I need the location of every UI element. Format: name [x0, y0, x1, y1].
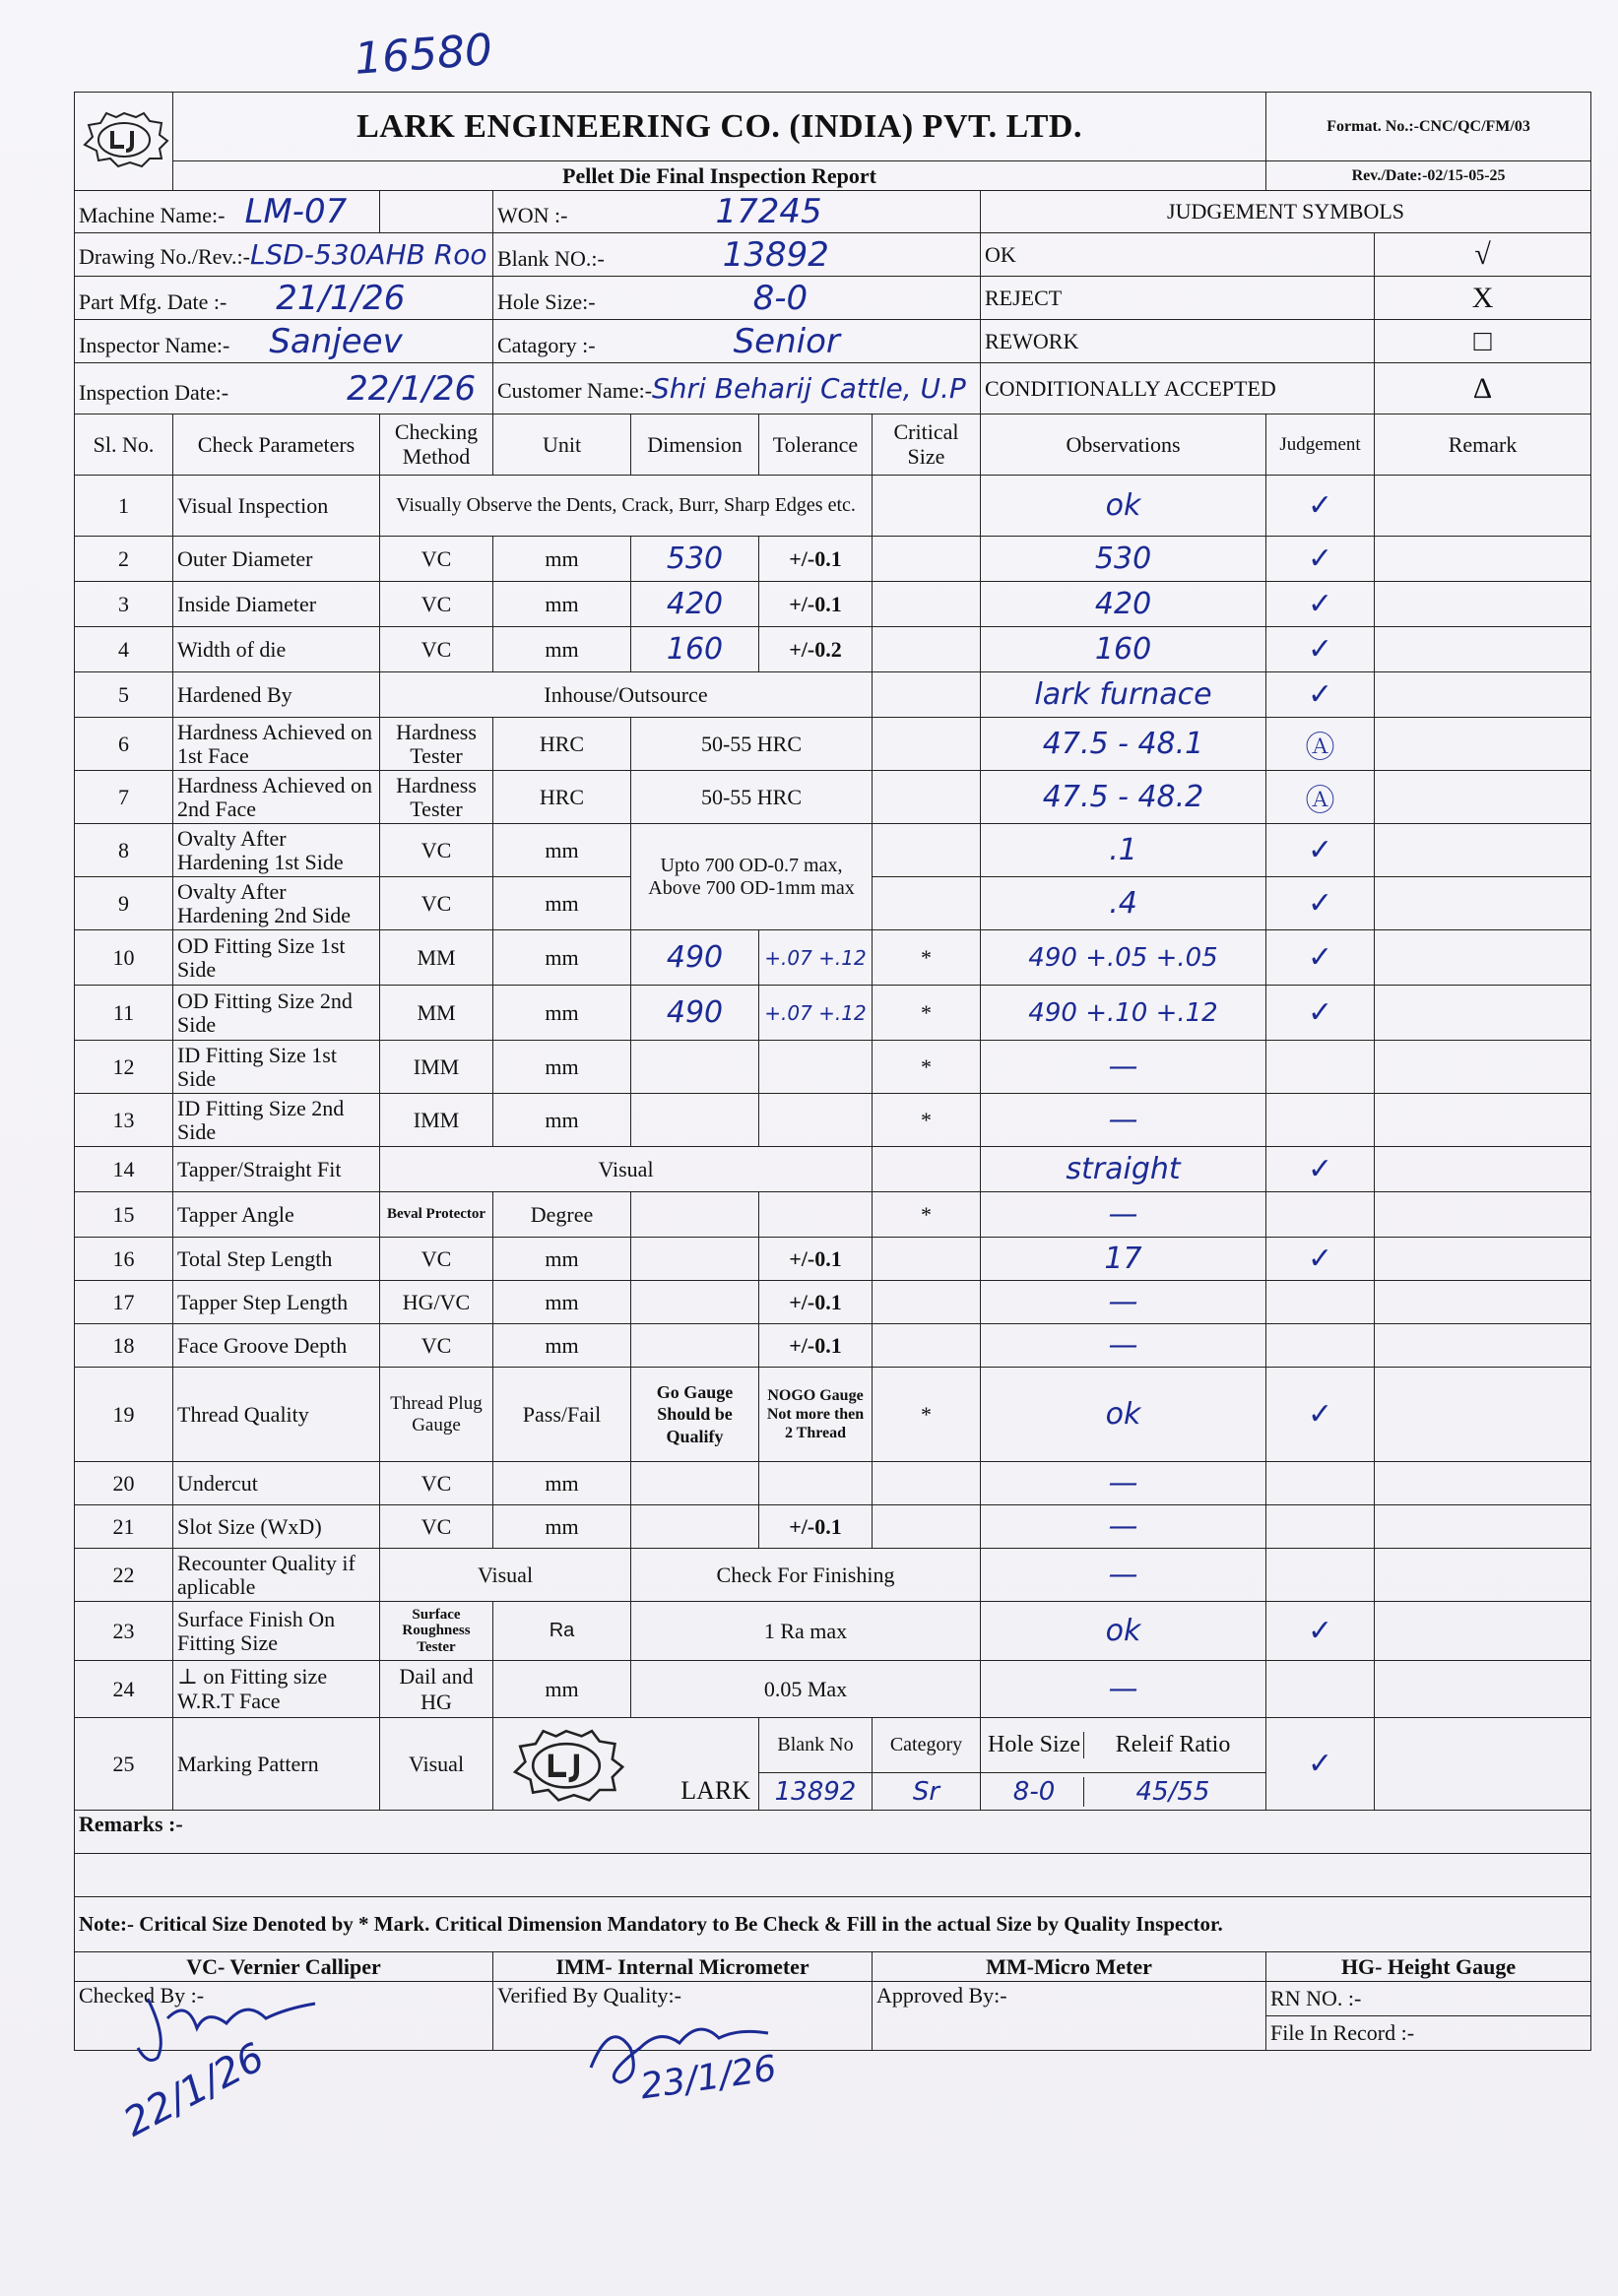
row-25-judgement: ✓	[1266, 1718, 1375, 1811]
judgement-rework-symbol: □	[1375, 320, 1591, 363]
lark-logo-icon	[79, 109, 169, 168]
row-13-param: ID Fitting Size 2nd Side	[173, 1094, 380, 1147]
col-observations: Observations	[981, 415, 1266, 476]
row-24-spec: 0.05 Max	[631, 1661, 981, 1718]
row-19-go-gauge: Go Gauge Should be Qualify	[631, 1368, 759, 1462]
col-remark: Remark	[1375, 415, 1591, 476]
row-23-observation: ok	[981, 1602, 1266, 1661]
row-8-param: Ovalty After Hardening 1st Side	[173, 824, 380, 877]
row-6-param: Hardness Achieved on 1st Face	[173, 718, 380, 771]
won-value: 17245	[715, 192, 822, 231]
row-17-method: HG/VC	[380, 1281, 493, 1324]
legend-vc: VC- Vernier Calliper	[75, 1952, 493, 1982]
judgement-conditional-symbol: Δ	[1375, 363, 1591, 415]
row-4-param: Width of die	[173, 627, 380, 672]
row-8-judgement: ✓	[1266, 824, 1375, 877]
row-5-no: 5	[75, 672, 173, 718]
row-8-no: 8	[75, 824, 173, 877]
row-15-param: Tapper Angle	[173, 1192, 380, 1238]
row-14-no: 14	[75, 1147, 173, 1192]
row-4-method: VC	[380, 627, 493, 672]
row-14-observation: straight	[981, 1147, 1266, 1192]
row-10-param: OD Fitting Size 1st Side	[173, 930, 380, 986]
judgement-conditional-label: CONDITIONALLY ACCEPTED	[981, 363, 1375, 415]
row-4-judgement: ✓	[1266, 627, 1375, 672]
row-3-no: 3	[75, 582, 173, 627]
row-6-observation: 47.5 - 48.1	[981, 718, 1266, 771]
row-10-unit: mm	[493, 930, 631, 986]
row-2-param: Outer Diameter	[173, 537, 380, 582]
row-24-param: ⊥ on Fitting size W.R.T Face	[173, 1661, 380, 1718]
row-13-no: 13	[75, 1094, 173, 1147]
row-7-method: Hardness Tester	[380, 771, 493, 824]
row-16-no: 16	[75, 1238, 173, 1281]
row-11-judgement: ✓	[1266, 986, 1375, 1041]
row-7-observation: 47.5 - 48.2	[981, 771, 1266, 824]
row-9-method: VC	[380, 877, 493, 930]
row-18-unit: mm	[493, 1324, 631, 1368]
row-11-critical: *	[873, 986, 981, 1041]
row-9-unit: mm	[493, 877, 631, 930]
machine-name-value: LM-07	[244, 192, 348, 231]
marking-blank-no-value: 13892	[759, 1773, 873, 1811]
critical-note: Note:- Critical Size Denoted by * Mark. Critical Dimension Mandatory to Be Check & Fill in the actual Size by Quality Inspector.	[75, 1897, 1591, 1952]
row-12-param: ID Fitting Size 1st Side	[173, 1041, 380, 1094]
row-11-no: 11	[75, 986, 173, 1041]
row-20-param: Undercut	[173, 1462, 380, 1505]
machine-name-label: Machine Name:-	[79, 203, 226, 227]
hole-size-label: Hole Size:-	[497, 288, 596, 314]
row-25-param: Marking Pattern	[173, 1718, 380, 1811]
row-18-param: Face Groove Depth	[173, 1324, 380, 1368]
row-23-judgement: ✓	[1266, 1602, 1375, 1661]
row-15-no: 15	[75, 1192, 173, 1238]
lark-logo-icon	[507, 1726, 625, 1803]
row-17-unit: mm	[493, 1281, 631, 1324]
row-16-observation: 17	[981, 1238, 1266, 1281]
won-label: WON :-	[497, 203, 568, 227]
row-2-dimension: 530	[631, 537, 759, 582]
row-12-method: IMM	[380, 1041, 493, 1094]
row-23-spec: 1 Ra max	[631, 1602, 981, 1661]
row-19-no: 19	[75, 1368, 173, 1462]
marking-logo-cell	[493, 1718, 759, 1811]
row-21-tolerance: +/-0.1	[759, 1505, 873, 1549]
row-11-method: MM	[380, 986, 493, 1041]
row-21-unit: mm	[493, 1505, 631, 1549]
row-10-dimension: 490	[631, 930, 759, 986]
row-9-param: Ovalty After Hardening 2nd Side	[173, 877, 380, 930]
row-17-no: 17	[75, 1281, 173, 1324]
row-20-no: 20	[75, 1462, 173, 1505]
row-7-judgement: Ⓐ	[1266, 771, 1375, 824]
file-number: 16580	[353, 25, 494, 85]
judgement-reject-symbol: X	[1375, 277, 1591, 320]
row-22-spec: Check For Finishing	[631, 1549, 981, 1602]
part-mfg-date-value: 21/1/26	[276, 278, 406, 318]
inspector-name-value: Sanjeev	[269, 321, 403, 361]
part-mfg-date-label: Part Mfg. Date :-	[79, 288, 227, 314]
row-10-observation: 490 +.05 +.05	[981, 930, 1266, 986]
row-22-observation: —	[981, 1549, 1266, 1602]
row-6-spec: 50-55 HRC	[631, 718, 873, 771]
row-1-method: Visually Observe the Dents, Crack, Burr, Sharp Edges etc.	[380, 476, 873, 537]
row-18-method: VC	[380, 1324, 493, 1368]
marking-holesize-relief-values	[981, 1773, 1266, 1811]
row-11-observation: 490 +.10 +.12	[981, 986, 1266, 1041]
row-2-tolerance: +/-0.1	[759, 537, 873, 582]
marking-category-value: Sr	[873, 1773, 981, 1811]
row-4-no: 4	[75, 627, 173, 672]
row-17-param: Tapper Step Length	[173, 1281, 380, 1324]
row-3-unit: mm	[493, 582, 631, 627]
row-23-method: Surface Roughness Tester	[380, 1602, 493, 1661]
judgement-ok-symbol: √	[1375, 233, 1591, 277]
rn-no-label: RN NO. :-	[1266, 1982, 1591, 2016]
col-check-parameters: Check Parameters	[173, 415, 380, 476]
row-4-observation: 160	[981, 627, 1266, 672]
marking-category-header: Category	[873, 1718, 981, 1773]
hole-size-value: 8-0	[752, 278, 809, 318]
legend-imm: IMM- Internal Micrometer	[493, 1952, 873, 1982]
row-20-method: VC	[380, 1462, 493, 1505]
row-21-no: 21	[75, 1505, 173, 1549]
row-19-observation: ok	[981, 1368, 1266, 1462]
row-19-critical: *	[873, 1368, 981, 1462]
row-8-unit: mm	[493, 824, 631, 877]
row-15-observation: —	[981, 1192, 1266, 1238]
row-10-critical: *	[873, 930, 981, 986]
row-20-unit: mm	[493, 1462, 631, 1505]
row-23-param: Surface Finish On Fitting Size	[173, 1602, 380, 1661]
revision-date: Rev./Date:-02/15-05-25	[1266, 161, 1591, 191]
row-2-no: 2	[75, 537, 173, 582]
row-2-method: VC	[380, 537, 493, 582]
customer-name-label: Customer Name:-	[497, 378, 653, 403]
format-number: Format. No.:-CNC/QC/FM/03	[1266, 93, 1591, 161]
row-14-param: Tapper/Straight Fit	[173, 1147, 380, 1192]
row-8-observation: .1	[981, 824, 1266, 877]
report-title: Pellet Die Final Inspection Report	[173, 161, 1266, 191]
row-7-no: 7	[75, 771, 173, 824]
row-5-method: Inhouse/Outsource	[380, 672, 873, 718]
row-22-method: Visual	[380, 1549, 631, 1602]
inspection-date-label: Inspection Date:-	[79, 379, 229, 405]
row-24-no: 24	[75, 1661, 173, 1718]
row-13-critical: *	[873, 1094, 981, 1147]
row-12-unit: mm	[493, 1041, 631, 1094]
row-6-judgement: Ⓐ	[1266, 718, 1375, 771]
row-7-spec: 50-55 HRC	[631, 771, 873, 824]
row-19-param: Thread Quality	[173, 1368, 380, 1462]
row-13-unit: mm	[493, 1094, 631, 1147]
col-tolerance: Tolerance	[759, 415, 873, 476]
row-9-judgement: ✓	[1266, 877, 1375, 930]
row-5-param: Hardened By	[173, 672, 380, 718]
row-11-unit: mm	[493, 986, 631, 1041]
row-4-dimension: 160	[631, 627, 759, 672]
row-10-no: 10	[75, 930, 173, 986]
row-12-critical: *	[873, 1041, 981, 1094]
row-22-param: Recounter Quality if aplicable	[173, 1549, 380, 1602]
row-11-dimension: 490	[631, 986, 759, 1041]
row-18-tolerance: +/-0.1	[759, 1324, 873, 1368]
row-19-method: Thread Plug Gauge	[380, 1368, 493, 1462]
row-2-judgement: ✓	[1266, 537, 1375, 582]
marking-relief-ratio-header: Releif Ratio	[1083, 1732, 1262, 1758]
row-21-observation: —	[981, 1505, 1266, 1549]
marking-lark-text: LARK	[680, 1776, 750, 1805]
row-3-tolerance: +/-0.1	[759, 582, 873, 627]
row-18-no: 18	[75, 1324, 173, 1368]
checked-by-label: Checked By :-	[75, 1982, 493, 2051]
row-2-unit: mm	[493, 537, 631, 582]
row-3-param: Inside Diameter	[173, 582, 380, 627]
row-11-tolerance: +.07 +.12	[759, 986, 873, 1041]
col-judgement: Judgement	[1266, 415, 1375, 476]
marking-holesize-relief-header	[981, 1718, 1266, 1773]
inspection-form	[74, 92, 1591, 2051]
row-12-observation: —	[981, 1041, 1266, 1094]
row-1-judgement: ✓	[1266, 476, 1375, 537]
judgement-rework-label: REWORK	[981, 320, 1375, 363]
col-checking-method: Checking Method	[380, 415, 493, 476]
row-16-unit: mm	[493, 1238, 631, 1281]
marking-relief-ratio-value: 45/55	[1083, 1777, 1262, 1807]
row-20-observation: —	[981, 1462, 1266, 1505]
col-critical-size: Critical Size	[873, 415, 981, 476]
row-7-unit: HRC	[493, 771, 631, 824]
row-9-no: 9	[75, 877, 173, 930]
verified-by-date: 23/1/26	[637, 2048, 779, 2108]
row-7-param: Hardness Achieved on 2nd Face	[173, 771, 380, 824]
row-8-9-spec: Upto 700 OD-0.7 max, Above 700 OD-1mm max	[631, 824, 873, 930]
approved-by-label: Approved By:-	[873, 1982, 1266, 2051]
judgement-reject-label: REJECT	[981, 277, 1375, 320]
row-10-judgement: ✓	[1266, 930, 1375, 986]
category-label: Catagory :-	[497, 332, 596, 357]
row-13-method: IMM	[380, 1094, 493, 1147]
row-19-unit: Pass/Fail	[493, 1368, 631, 1462]
verified-by-label: Verified By Quality:-	[493, 1982, 873, 2051]
row-21-param: Slot Size (WxD)	[173, 1505, 380, 1549]
blank-no-value: 13892	[722, 234, 829, 275]
col-unit: Unit	[493, 415, 631, 476]
marking-blank-no-header: Blank No	[759, 1718, 873, 1773]
row-15-critical: *	[873, 1192, 981, 1238]
row-3-observation: 420	[981, 582, 1266, 627]
row-16-method: VC	[380, 1238, 493, 1281]
legend-hg: HG- Height Gauge	[1266, 1952, 1591, 1982]
company-logo	[75, 93, 173, 191]
blank-no-label: Blank NO.:-	[497, 245, 605, 271]
row-23-unit: Ra	[493, 1602, 631, 1661]
row-24-observation: —	[981, 1661, 1266, 1718]
row-12-no: 12	[75, 1041, 173, 1094]
row-10-method: MM	[380, 930, 493, 986]
row-6-method: Hardness Tester	[380, 718, 493, 771]
legend-mm: MM-Micro Meter	[873, 1952, 1266, 1982]
inspection-date-value: 22/1/26	[347, 368, 477, 409]
checked-by-date: 22/1/26	[116, 2034, 272, 2146]
row-24-method: Dail and HG	[380, 1661, 493, 1718]
row-6-unit: HRC	[493, 718, 631, 771]
company-name: LARK ENGINEERING CO. (INDIA) PVT. LTD.	[173, 93, 1266, 161]
row-1-param: Visual Inspection	[173, 476, 380, 537]
remarks-label: Remarks :-	[75, 1811, 1591, 1854]
row-17-tolerance: +/-0.1	[759, 1281, 873, 1324]
row-3-dimension: 420	[631, 582, 759, 627]
marking-hole-size-header: Hole Size	[988, 1732, 1080, 1757]
row-14-method: Visual	[380, 1147, 873, 1192]
row-19-judgement: ✓	[1266, 1368, 1375, 1462]
row-16-tolerance: +/-0.1	[759, 1238, 873, 1281]
customer-name-value: Shri Beharij Cattle, U.P	[652, 372, 966, 405]
row-21-method: VC	[380, 1505, 493, 1549]
row-16-judgement: ✓	[1266, 1238, 1375, 1281]
row-11-param: OD Fitting Size 2nd Side	[173, 986, 380, 1041]
row-2-observation: 530	[981, 537, 1266, 582]
judgement-ok-label: OK	[981, 233, 1375, 277]
row-13-observation: —	[981, 1094, 1266, 1147]
row-18-observation: —	[981, 1324, 1266, 1368]
row-1-no: 1	[75, 476, 173, 537]
row-24-unit: mm	[493, 1661, 631, 1718]
category-value: Senior	[733, 321, 840, 361]
row-5-judgement: ✓	[1266, 672, 1375, 718]
row-14-judgement: ✓	[1266, 1147, 1375, 1192]
row-3-judgement: ✓	[1266, 582, 1375, 627]
row-4-unit: mm	[493, 627, 631, 672]
row-23-no: 23	[75, 1602, 173, 1661]
row-8-method: VC	[380, 824, 493, 877]
row-22-no: 22	[75, 1549, 173, 1602]
row-25-no: 25	[75, 1718, 173, 1811]
drawing-no-label: Drawing No./Rev.:-	[79, 244, 250, 269]
marking-hole-size-value: 8-0	[1012, 1776, 1056, 1807]
row-4-tolerance: +/-0.2	[759, 627, 873, 672]
row-15-method: Beval Protector	[380, 1192, 493, 1238]
row-17-observation: —	[981, 1281, 1266, 1324]
row-3-method: VC	[380, 582, 493, 627]
row-5-observation: lark furnace	[981, 672, 1266, 718]
drawing-no-value: LSD-530AHB Roo	[249, 238, 487, 271]
row-6-no: 6	[75, 718, 173, 771]
file-in-record-label: File In Record :-	[1266, 2016, 1591, 2051]
row-16-param: Total Step Length	[173, 1238, 380, 1281]
col-sl-no: Sl. No.	[75, 415, 173, 476]
row-15-unit: Degree	[493, 1192, 631, 1238]
row-25-method: Visual	[380, 1718, 493, 1811]
col-dimension: Dimension	[631, 415, 759, 476]
inspector-name-label: Inspector Name:-	[79, 332, 230, 357]
row-1-observation: ok	[981, 476, 1266, 537]
row-9-observation: .4	[981, 877, 1266, 930]
row-10-tolerance: +.07 +.12	[759, 930, 873, 986]
judgement-symbols-title: JUDGEMENT SYMBOLS	[981, 191, 1591, 233]
row-19-nogo-gauge: NOGO Gauge Not more then 2 Thread	[759, 1368, 873, 1462]
